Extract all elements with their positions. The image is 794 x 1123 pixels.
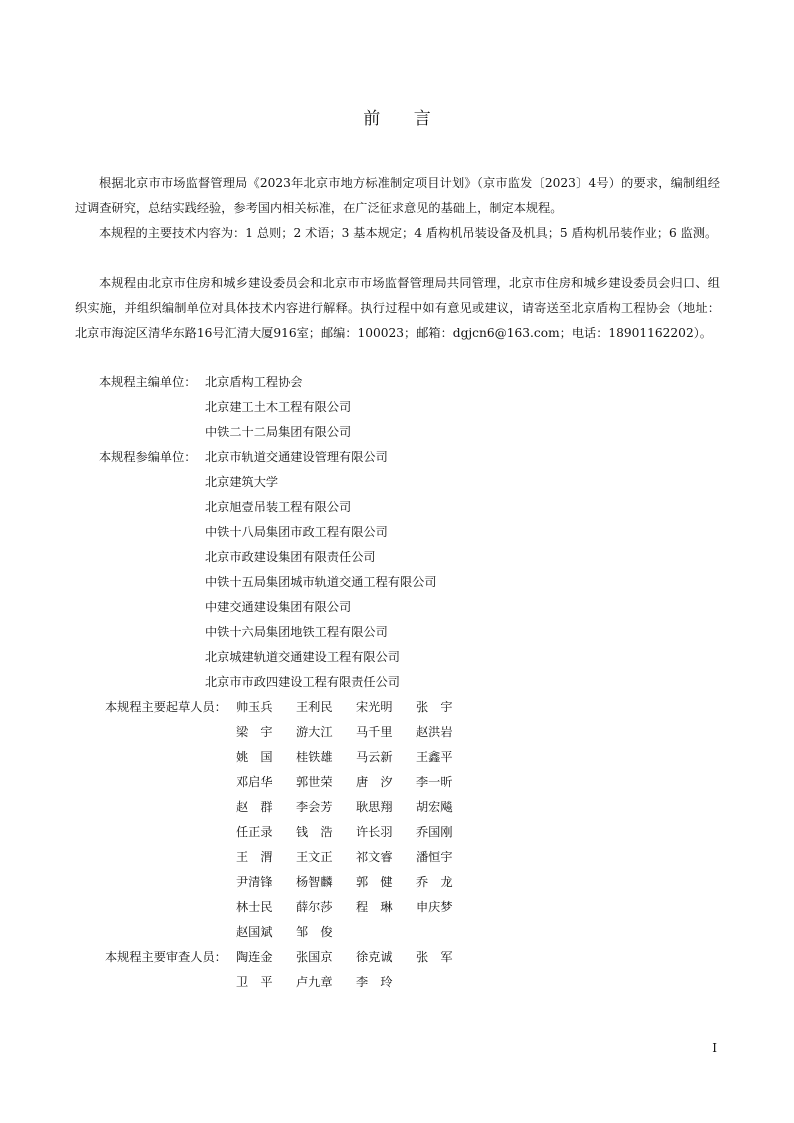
person-name: 任正录 — [236, 825, 273, 839]
person-name: 赵 群 — [236, 800, 273, 814]
person-name: 钱 浩 — [296, 825, 333, 839]
person-name: 赵国斌 — [236, 925, 273, 939]
person-name: 耿思翔 — [356, 800, 393, 814]
person-name: 潘恒宇 — [416, 850, 453, 864]
co-editor-unit: 北京市市政四建设工程有限责任公司 — [205, 675, 400, 689]
drafters-row — [236, 895, 476, 920]
person-name: 郭世荣 — [296, 775, 333, 789]
person-name: 程 琳 — [356, 900, 393, 914]
person-name: 马千里 — [356, 725, 393, 739]
co-editor-unit: 中铁十五局集团城市轨道交通工程有限公司 — [205, 575, 437, 589]
person-name: 邹 俊 — [296, 925, 333, 939]
drafters-row — [236, 770, 476, 795]
person-name: 杨智麟 — [296, 875, 333, 889]
person-name: 王利民 — [296, 700, 333, 714]
person-name: 申庆梦 — [416, 900, 453, 914]
page-number: I — [712, 1041, 717, 1055]
person-name: 宋光明 — [356, 700, 393, 714]
person-name: 帅玉兵 — [236, 700, 273, 714]
drafters-row — [236, 720, 476, 745]
drafters-row — [236, 745, 476, 770]
person-name: 唐 汐 — [356, 775, 393, 789]
person-name: 李一昕 — [416, 775, 453, 789]
co-editor-unit: 北京旭壹吊装工程有限公司 — [205, 500, 352, 514]
person-name: 尹清锋 — [236, 875, 273, 889]
drafters-row — [236, 870, 476, 895]
co-editor-unit: 北京市政建设集团有限责任公司 — [205, 550, 376, 564]
person-name: 姚 国 — [236, 750, 273, 764]
person-name: 王鑫平 — [416, 750, 453, 764]
person-name: 徐克诚 — [356, 950, 393, 964]
person-name: 李 玲 — [356, 975, 393, 989]
person-name: 祁文睿 — [356, 850, 393, 864]
person-name: 张国京 — [296, 950, 333, 964]
person-name: 陶连金 — [236, 950, 273, 964]
person-name: 林士民 — [236, 900, 273, 914]
chief-editor-unit: 北京盾构工程协会 — [205, 375, 303, 389]
drafters-row — [236, 795, 476, 820]
person-name: 李会芳 — [296, 800, 333, 814]
drafters-row — [236, 695, 476, 720]
chief-editor-unit: 中铁二十二局集团有限公司 — [205, 425, 352, 439]
person-name: 卫 平 — [236, 975, 273, 989]
person-name: 乔国刚 — [416, 825, 453, 839]
person-name: 乔 龙 — [416, 875, 453, 889]
person-name: 薛尔莎 — [296, 900, 333, 914]
person-name: 卢九章 — [296, 975, 333, 989]
co-editor-unit: 北京市轨道交通建设管理有限公司 — [205, 450, 388, 464]
person-name: 马云新 — [356, 750, 393, 764]
co-editor-unit: 北京城建轨道交通建设工程有限公司 — [205, 650, 400, 664]
person-name: 郭 健 — [356, 875, 393, 889]
drafters-label: 本规程主要起草人员： — [105, 700, 227, 714]
drafters-row — [236, 845, 476, 870]
page-title: 前 言 — [363, 109, 445, 129]
person-name: 张 军 — [416, 950, 453, 964]
person-name: 胡宏飚 — [416, 800, 453, 814]
co-editor-unit: 中建交通建设集团有限公司 — [205, 600, 352, 614]
person-name: 梁 宇 — [236, 725, 273, 739]
person-name: 邓启华 — [236, 775, 273, 789]
co-editors-label: 本规程参编单位： — [99, 450, 197, 464]
person-name: 游大江 — [296, 725, 333, 739]
person-name: 许长羽 — [356, 825, 393, 839]
person-name: 张 宇 — [416, 700, 453, 714]
person-name: 桂铁雄 — [296, 750, 333, 764]
person-name: 王 渭 — [236, 850, 273, 864]
chief-editor-unit: 北京建工土木工程有限公司 — [205, 400, 352, 414]
paragraph-contents: 本规程的主要技术内容为：1 总则；2 术语；3 基本规定；4 盾构机吊装设备及机具；5 盾构机吊装作业；6 监测。 — [99, 226, 718, 240]
reviewers-row — [236, 945, 476, 970]
reviewers-row — [236, 970, 416, 995]
paragraph-basis: 根据北京市市场监督管理局《2023年北京市地方标准制定项目计划》（京市监发〔2023〕4号）的要求，编制组经过调查研究，总结实践经验，参考国内相关标准，在广泛征求意见的基础上，制定本规程。 — [75, 176, 720, 215]
drafters-row — [236, 920, 356, 945]
drafters-row — [236, 820, 476, 845]
chief-editors-label: 本规程主编单位： — [99, 375, 197, 389]
reviewers-label: 本规程主要审查人员： — [105, 950, 227, 964]
co-editor-unit: 中铁十八局集团市政工程有限公司 — [205, 525, 388, 539]
person-name: 赵洪岩 — [416, 725, 453, 739]
co-editor-unit: 中铁十六局集团地铁工程有限公司 — [205, 625, 388, 639]
paragraph-management: 本规程由北京市住房和城乡建设委员会和北京市市场监督管理局共同管理，北京市住房和城乡建设委员会归口、组织实施，并组织编制单位对具体技术内容进行解释。执行过程中如有意见或建议，请寄送至北京盾构工程协会（地址：北京市海淀区清华东路16号汇清大厦916室；邮编：100023；邮箱：dgjcn6@163.com；电话：18901162202）。 — [75, 276, 720, 340]
co-editor-unit: 北京建筑大学 — [205, 475, 279, 489]
person-name: 王文正 — [296, 850, 333, 864]
